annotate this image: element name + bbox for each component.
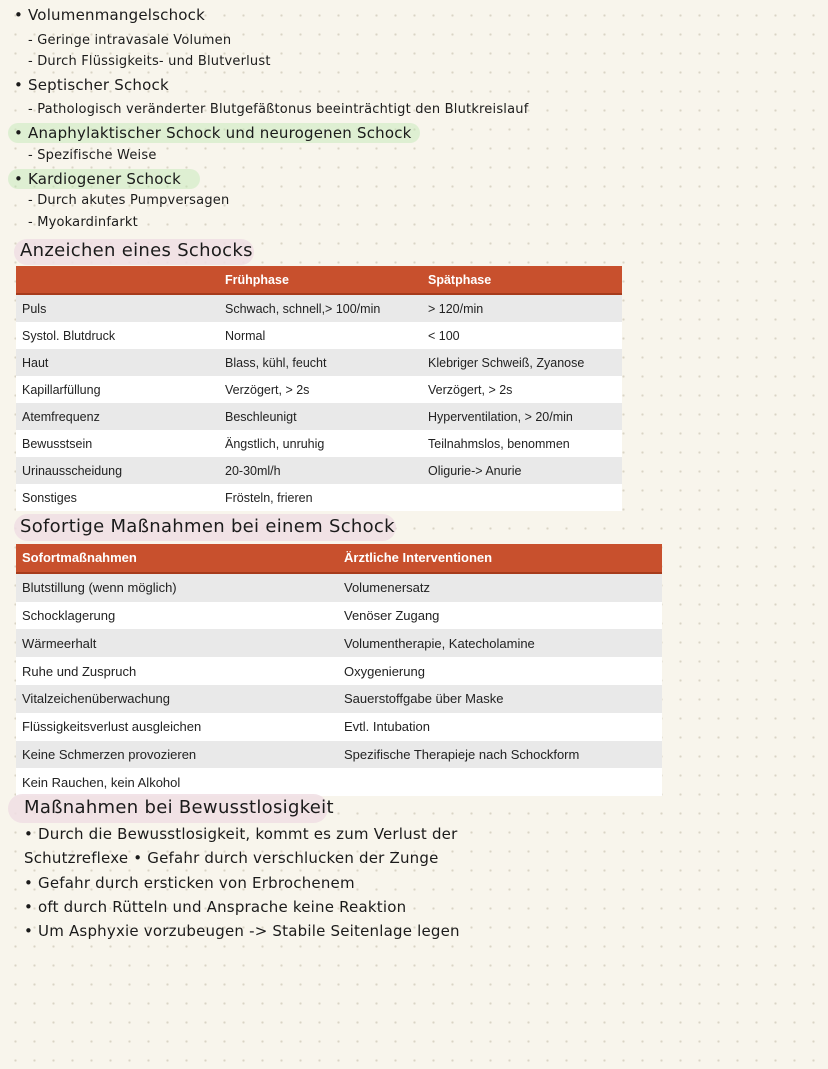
- table-cell: Wärmeerhalt: [16, 629, 338, 657]
- table-cell: Kapillarfüllung: [16, 376, 219, 403]
- table-cell: Ruhe und Zuspruch: [16, 657, 338, 685]
- table-row: [16, 484, 622, 511]
- table-cell: Sauerstoffgabe über Maske: [338, 685, 662, 713]
- table-cell: Vitalzeichenüberwachung: [16, 685, 338, 713]
- table-cell: Atemfrequenz: [16, 403, 219, 430]
- table-row: [16, 349, 622, 376]
- table-cell: Urinausscheidung: [16, 457, 219, 484]
- table-header-cell: [16, 266, 219, 294]
- table-cell: Oligurie-> Anurie: [422, 457, 622, 484]
- table-row: [16, 457, 622, 484]
- table-row: [16, 376, 622, 403]
- shock-type-title: • Volumenmangelschock: [14, 6, 206, 24]
- shock-type-detail: - Durch akutes Pumpversagen: [28, 193, 230, 208]
- table-cell: Oxygenierung: [338, 657, 662, 685]
- table-cell: Blass, kühl, feucht: [219, 349, 422, 376]
- table-cell: Ängstlich, unruhig: [219, 430, 422, 457]
- shock-type-title: • Anaphylaktischer Schock und neurogenen Schock: [8, 123, 420, 143]
- shock-type-detail: - Spezifische Weise: [28, 148, 157, 163]
- table-cell: Volumentherapie, Katecholamine: [338, 629, 662, 657]
- table-cell: Teilnahmslos, benommen: [422, 430, 622, 457]
- table-cell: Klebriger Schweiß, Zyanose: [422, 349, 622, 376]
- table-cell: Verzögert, > 2s: [422, 376, 622, 403]
- measures-heading: Sofortige Maßnahmen bei einem Schock: [20, 516, 395, 537]
- table-cell: Hyperventilation, > 20/min: [422, 403, 622, 430]
- table-cell: Verzögert, > 2s: [219, 376, 422, 403]
- table-row: [16, 294, 622, 322]
- table-cell: Schocklagerung: [16, 602, 338, 630]
- table-row: [16, 573, 662, 602]
- table-cell: Schwach, schnell,> 100/min: [219, 294, 422, 322]
- unconscious-line: • Gefahr durch ersticken von Erbrochenem: [24, 874, 355, 892]
- signs-heading: Anzeichen eines Schocks: [20, 240, 253, 261]
- shock-type-detail: - Myokardinfarkt: [28, 215, 138, 230]
- table-row: [16, 629, 662, 657]
- unconscious-heading: Maßnahmen bei Bewusstlosigkeit: [24, 797, 334, 818]
- table-row: [16, 403, 622, 430]
- unconscious-line: • oft durch Rütteln und Ansprache keine Reaktion: [24, 898, 407, 916]
- shock-type-detail: - Durch Flüssigkeits- und Blutverlust: [28, 54, 271, 69]
- unconscious-line: • Durch die Bewusstlosigkeit, kommt es zum Verlust der: [24, 825, 458, 843]
- table-cell: < 100: [422, 322, 622, 349]
- table-cell: Beschleunigt: [219, 403, 422, 430]
- table-cell: Bewusstsein: [16, 430, 219, 457]
- table-row: [16, 322, 622, 349]
- shock-type-title: • Septischer Schock: [14, 76, 169, 94]
- table-row: [16, 685, 662, 713]
- table-header-cell: Spätphase: [422, 266, 622, 294]
- shock-type-detail: - Pathologisch veränderter Blutgefäßtonus beeinträchtigt den Blutkreislauf: [28, 102, 529, 117]
- table-row: [16, 741, 662, 769]
- table-cell: Sonstiges: [16, 484, 219, 511]
- table-cell: Flüssigkeitsverlust ausgleichen: [16, 713, 338, 741]
- table-cell: [422, 484, 622, 511]
- table-cell: Systol. Blutdruck: [16, 322, 219, 349]
- table-row: [16, 602, 662, 630]
- table-cell: Blutstillung (wenn möglich): [16, 573, 338, 602]
- table-cell: Spezifische Therapieje nach Schockform: [338, 741, 662, 769]
- unconscious-line: • Um Asphyxie vorzubeugen -> Stabile Seitenlage legen: [24, 922, 460, 940]
- measures-table: [16, 544, 662, 796]
- table-row: [16, 430, 622, 457]
- table-cell: Volumenersatz: [338, 573, 662, 602]
- table-cell: Puls: [16, 294, 219, 322]
- table-cell: Venöser Zugang: [338, 602, 662, 630]
- table-cell: Kein Rauchen, kein Alkohol: [16, 768, 338, 796]
- shock-type-detail: - Geringe intravasale Volumen: [28, 33, 232, 48]
- table-header-row: [16, 266, 622, 294]
- unconscious-line: Schutzreflexe • Gefahr durch verschlucken der Zunge: [24, 849, 439, 867]
- table-row: [16, 713, 662, 741]
- table-header-row: [16, 544, 662, 573]
- shock-type-title: • Kardiogener Schock: [8, 169, 200, 189]
- table-row: [16, 657, 662, 685]
- table-header-cell: Frühphase: [219, 266, 422, 294]
- table-header-cell: Ärztliche Interventionen: [338, 544, 662, 573]
- table-cell: > 120/min: [422, 294, 622, 322]
- table-cell: [338, 768, 662, 796]
- table-row: [16, 768, 662, 796]
- table-header-cell: Sofortmaßnahmen: [16, 544, 338, 573]
- table-cell: 20-30ml/h: [219, 457, 422, 484]
- table-cell: Haut: [16, 349, 219, 376]
- table-cell: Frösteln, frieren: [219, 484, 422, 511]
- table-cell: Normal: [219, 322, 422, 349]
- signs-table: [16, 266, 622, 511]
- table-cell: Evtl. Intubation: [338, 713, 662, 741]
- table-cell: Keine Schmerzen provozieren: [16, 741, 338, 769]
